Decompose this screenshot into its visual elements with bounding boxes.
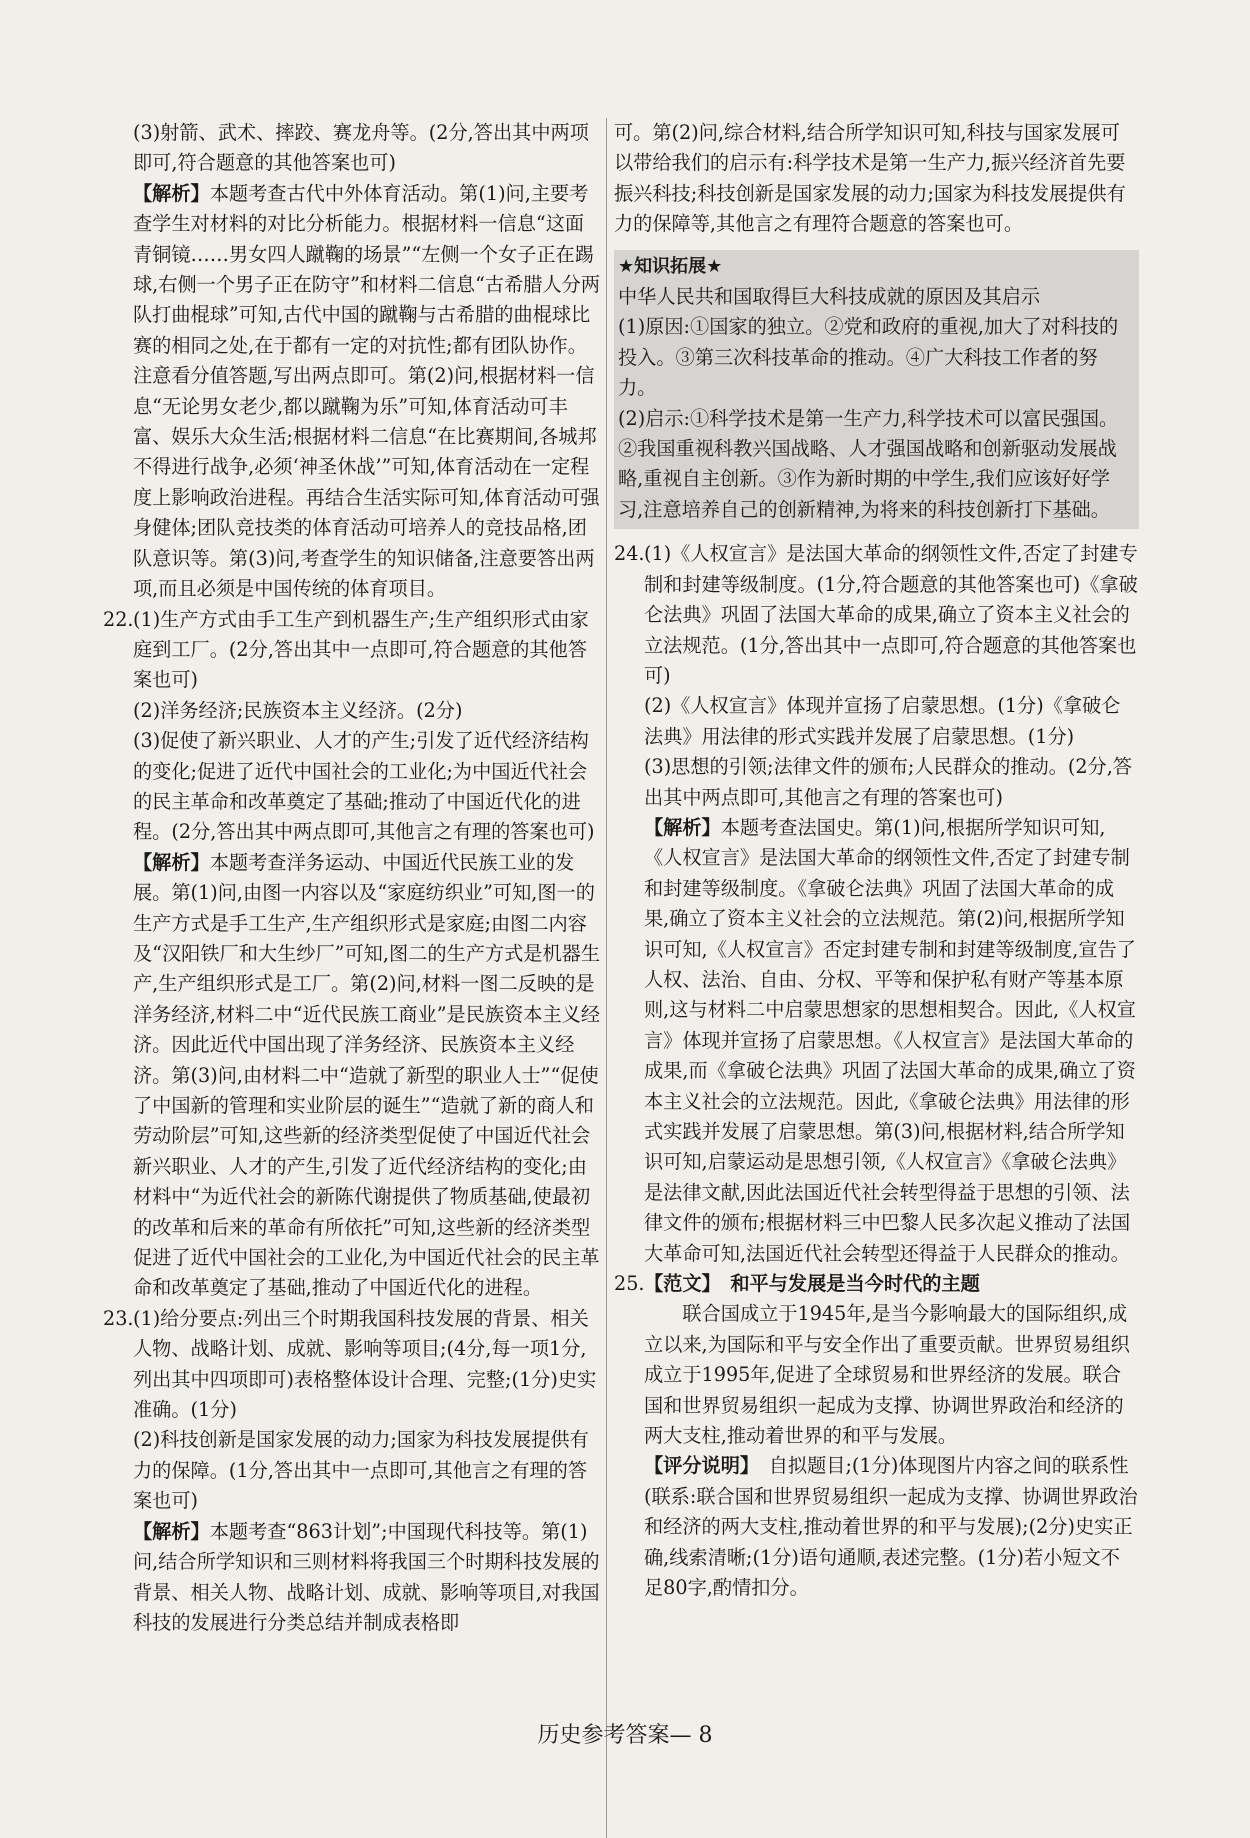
block-text: (3)射箭、武术、摔跤、赛龙舟等。(2分,答出其中两项即可,符合题意的其他答案也可): [133, 121, 589, 175]
knowledge-reasons: (1)原因:①国家的独立。②党和政府的重视,加大了对科技的投入。③第三次科技革命的推动。④广大科技工作者的努力。: [618, 315, 1119, 400]
right_column-block: [614, 813, 1139, 1269]
right_column-block: [614, 1299, 1139, 1451]
left_column-block: [103, 1304, 603, 1426]
question-number: 24.: [614, 542, 645, 566]
block-text: 本题考查洋务运动、中国近代民族工业的发展。第(1)问,由图一内容以及“家庭纺织业”可知,图一的生产方式是手工生产,生产组织形式是家庭;由图二内容及“汉阳铁厂和大生纱厂”可知,图二的生产方式是机器生产,生产组织形式是工厂。第(2)问,材料一图二反映的是洋务经济,材料二中“近代民族工商业”是民族资本主义经济。因此近代中国出现了洋务经济、民族资本主义经济。第(3)问,由材料二中“造就了新型的职业人士”“促使了中国新的管理和实业阶层的诞生”“造就了新的商人和劳动阶层”可知,这些新的经济类型促使了中国近代社会新兴职业、人才的产生,引发了近代经济结构的变化;由材料中“为近代社会的新陈代谢提供了物质基础,使最初的改革和后来的革命有所依托”可知,这些新的经济类型促进了近代中国社会的工业化,为中国近代社会的民主革命和改革奠定了基础,推动了中国近代化的进程。: [133, 850, 601, 1300]
essay-title: 【范文】 和平与发展是当今时代的主题: [644, 1272, 980, 1296]
block-text: (1)《人权宣言》是法国大革命的纲领性文件,否定了封建专制和封建等级制度。(1分,符合题意的其他答案也可)《拿破仑法典》巩固了法国大革命的成果,确立了资本主义社会的立法规范。(1分,答出其中一点即可,符合题意的其他答案也可): [644, 542, 1138, 687]
block-text: (1)生产方式由手工生产到机器生产;生产组织形式由家庭到工厂。(2分,答出其中一点即可,符合题意的其他答案也可): [133, 607, 589, 692]
left_column-block: [103, 726, 603, 848]
left_column-block: [103, 605, 603, 696]
knowledge-insights: (2)启示:①科学技术是第一生产力,科学技术可以富民强国。②我国重视科教兴国战略、人才强国战略和创新驱动发展战略,重视自主创新。③作为新时期的中学生,我们应该好好学习,注意培养自己的创新精神,为将来的科技创新打下基础。: [618, 406, 1119, 521]
block-text: (2)《人权宣言》体现并宣扬了启蒙思想。(1分)《拿破仑法典》用法律的形式实践并发展了启蒙思想。(1分): [644, 694, 1121, 748]
right-column: [614, 118, 1139, 1604]
block-text: (3)促使了新兴职业、人才的产生;引发了近代经济结构的变化;促进了近代中国社会的工业化;为中国近代社会的民主革命和改革奠定了基础;推动了中国近代化的进程。(2分,答出其中两点即可,其他言之有理的答案也可): [133, 729, 595, 844]
left_column-block: [103, 848, 603, 1304]
left_column-block: [103, 1517, 603, 1639]
left-column: [103, 118, 603, 1638]
analysis-label: 【解析】: [133, 181, 210, 205]
page-footer: 历史参考答案— 8: [537, 1723, 713, 1748]
analysis-label: 【评分说明】: [644, 1454, 750, 1478]
block-text: (3)思想的引领;法律文件的颁布;人民群众的推动。(2分,答出其中两点即可,其他言之有理的答案也可): [644, 755, 1133, 809]
block-text: 本题考查“863计划”;中国现代科技等。第(1)问,结合所学知识和三则材料将我国三个时期科技发展的背景、相关人物、战略计划、成就、影响等项目,对我国科技的发展进行分类总结并制成表格即: [133, 1519, 600, 1634]
analysis-label: 【解析】: [133, 1519, 210, 1543]
right-blocks: [614, 539, 1139, 1603]
right_column-block: [614, 1451, 1139, 1603]
block-text: 自拟题目;(1分)体现图片内容之间的联系性(联系:联合国和世界贸易组织一起成为支撑、协调世界政治和经济的两大支柱,推动着世界的和平与发展);(2分)史实正确,线索清晰;(1分)语句通顺,表述完整。(1分)若小短文不足80字,酌情扣分。: [644, 1454, 1138, 1600]
knowledge-title: ★知识拓展★: [618, 255, 723, 277]
question-number: 22.: [103, 607, 134, 631]
right_column-block: [614, 691, 1139, 752]
question-number: 23.: [103, 1306, 134, 1330]
left_column-block: [103, 179, 603, 605]
knowledge-heading: 中华人民共和国取得巨大科技成就的原因及其启示: [618, 285, 1041, 309]
block-text: 本题考查法国史。第(1)问,根据所学知识可知,《人权宣言》是法国大革命的纲领性文件,否定了封建专制和封建等级制度。《拿破仑法典》巩固了法国大革命的成果,确立了资本主义社会的立法规范。第(2)问,根据所学知识可知,《人权宣言》否定封建专制和封建等级制度,宣告了人权、法治、自由、分权、平等和保护私有财产等基本原则,这与材料二中启蒙思想家的思想相契合。因此,《人权宣言》体现并宣扬了启蒙思想。《人权宣言》是法国大革命的成果,而《拿破仑法典》巩固了法国大革命的成果,确立了资本主义社会的立法规范。因此,《拿破仑法典》用法律的形式实践并发展了启蒙思想。第(3)问,根据材料,结合所学知识可知,启蒙运动是思想引领,《人权宣言》《拿破仑法典》是法律文献,因此法国近代社会转型得益于思想的引领、法律文件的颁布;根据材料三中巴黎人民多次起义推动了法国大革命可知,法国近代社会转型还得益于人民群众的推动。: [644, 815, 1136, 1265]
block-text: 联合国成立于1945年,是当今影响最大的国际组织,成立以来,为国际和平与安全作出了重要贡献。世界贸易组织成立于1995年,促进了全球贸易和世界经济的发展。联合国和世界贸易组织一起成为支撑、协调世界政治和经济的两大支柱,推动着世界的和平与发展。: [644, 1302, 1130, 1448]
left_column-block: [103, 696, 603, 726]
question-number: 25.: [614, 1272, 645, 1296]
block-text: (1)给分要点:列出三个时期我国科技发展的背景、相关人物、战略计划、成就、影响等项目;(4分,每一项1分,列出其中四项即可)表格整体设计合理、完整;(1分)史实准确。(1分): [133, 1306, 597, 1422]
right_column-block: [614, 539, 1139, 691]
left_column-block: [103, 118, 603, 179]
analysis-label: 【解析】: [644, 815, 721, 839]
right_column-block: [614, 1269, 1139, 1299]
knowledge-extension-box: [614, 250, 1139, 530]
block-text: (2)洋务经济;民族资本主义经济。(2分): [133, 698, 463, 722]
block-text: 本题考查古代中外体育活动。第(1)问,主要考查学生对材料的对比分析能力。根据材料一信息“这面青铜镜……男女四人蹴鞠的场景”“左侧一个女子正在踢球,右侧一个男子正在防守”和材料二信息“古希腊人分两队打曲棍球”可知,古代中国的蹴鞠与古希腊的曲棍球比赛的相同之处,在于都有一定的对抗性;都有团队协作。注意看分值答题,写出两点即可。第(2)问,根据材料一信息“无论男女老少,都以蹴鞠为乐”可知,体育活动可丰富、娱乐大众生活;根据材料二信息“在比赛期间,各城邦不得进行战争,必须‘神圣休战’”可知,体育活动在一定程度上影响政治进程。再结合生活实际可知,体育活动可强身健体;团队竞技类的体育活动可培养人的竞技品格,团队意识等。第(3)问,考查学生的知识储备,注意要答出两项,而且必须是中国传统的体育项目。: [133, 181, 601, 601]
right_column-block: [614, 752, 1139, 813]
block-text: (2)科技创新是国家发展的动力;国家为科技发展提供有力的保障。(1分,答出其中一点即可,其他言之有理的答案也可): [133, 1428, 589, 1513]
left_column-block: [103, 1425, 603, 1516]
analysis-label: 【解析】: [133, 850, 210, 874]
column-divider: [606, 118, 607, 1838]
right-intro: 可。第(2)问,综合材料,结合所学知识可知,科技与国家发展可以带给我们的启示有:科学技术是第一生产力,振兴经济首先要振兴科技;科技创新是国家发展的动力;国家为科技发展提供有力的保障等,其他言之有理符合题意的答案也可。: [614, 121, 1126, 236]
